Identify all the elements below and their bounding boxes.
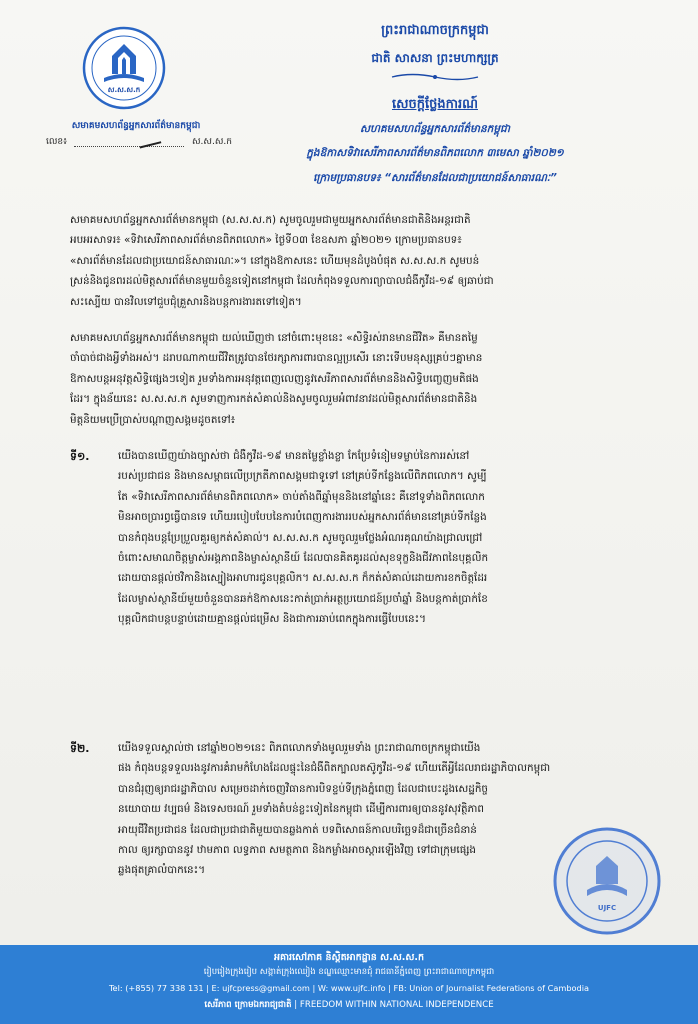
footer-slogan bbox=[0, 1000, 698, 1012]
paragraph-line: អាយុជីវិតប្រជាជន ដែលជាប្រជាជាតិមួយបានឆ្លងកាត់ បទពិសោធន៍កាលបរិច្ឆេទដ៏ជាច្រើនជំនាន់ bbox=[118, 823, 477, 836]
paragraph-line: មិត្តនិយមប្រើប្រាស់បណ្តាញសង្គមដូចតទៅ៖ bbox=[70, 413, 236, 426]
paragraph-line: យើងបានឃើញយ៉ាងច្បាស់ថា ជំងឺកូវីដ-១៩ មានតម្លៃខ្លាំងខ្លា កែប្រែទំនៀមទម្លាប់នៃការរស់នៅ bbox=[118, 450, 470, 462]
paragraph-line: ឱកាសបន្តអនុវត្តសិទ្ធិផ្សេងៗទៀត រួមទាំងការអនុវត្តពេញលេញនូវសេរីភាពសារព័ត៌មាននិងសិទ្ធិបញ្ចេញមតិផង bbox=[70, 372, 479, 385]
ujfc-logo bbox=[82, 26, 166, 110]
paragraph-line: កាល ឲ្យរក្សាបាននូវ ឋាមភាព លទ្ធភាព សមត្ថភាព និងកម្លាំងអាចស្តារឡើងវិញ ទៅជាក្រុមផ្សេង bbox=[118, 843, 477, 856]
paragraph-line: ដោយបានផ្តល់ថវិកានិងស្បៀងអាហារជូនបុគ្គលិក។ ស.ស.ស.ក ក៏កត់សំគាល់ដោយការខកចិត្តដែរ bbox=[118, 572, 488, 585]
footer-slogan-en: | FREEDOM WITHIN NATIONAL INDEPENDENCE bbox=[294, 1000, 494, 1010]
kingdom-title: ព្រះរាជាណាចក្រកម្ពុជា bbox=[381, 23, 489, 38]
footer-address-title: អគារសៅភាគ និស្តិតអាកដ្ឋាន ស.ស.ស.ក bbox=[273, 952, 425, 963]
paragraph-line: បុគ្គលិកជាបន្តបន្ទាប់ដោយគ្មានផ្តល់ជម្រើស និងជាការឆាប់ពេកក្នុងការធ្វើបែបនេះ។ bbox=[118, 613, 427, 626]
official-stamp bbox=[552, 826, 662, 936]
item-2-number: ទី២. bbox=[70, 742, 90, 755]
ref-dots bbox=[74, 146, 184, 147]
ornament-divider bbox=[390, 72, 480, 82]
ref-abbr: ស.ស.ស.ក bbox=[191, 137, 232, 147]
paragraph-line: សមាគមសហព័ន្ធអ្នកសារព័ត៌មានកម្ពុជា (ស.ស.ស.ក) សូមចូលរួមជាមួយអ្នកសារព័ត៌មានជាតិនិងអន្តរជាតិ bbox=[70, 214, 471, 226]
document-title: សេចក្តីថ្លែងការណ៍ bbox=[391, 97, 478, 112]
paragraph-2 bbox=[70, 328, 650, 430]
paragraph-line: បានជំរុញឲ្យរាជរដ្ឋាភិបាល សម្រេចដាក់ចេញវិធានការបិទខ្ទប់ទីក្រុងភ្នំពេញ ដែលជាបេះដូងសេដ្ឋកិច្ច bbox=[118, 782, 489, 795]
stamp-seal-text: UJFC bbox=[597, 904, 617, 912]
footer-address: រៀបរៀងក្រុងរៀប សង្កាត់ក្រុងឈៀង ខណ្ឌឈ្មោះមានជុំ រាជធានីភ្នំពេញ ព្រះរាជាណាចក្រកម្ពុជា bbox=[203, 967, 495, 977]
item-1-text bbox=[118, 446, 654, 630]
letterhead-footer bbox=[0, 945, 698, 1024]
paragraph-line: ចាំបាច់ជាងអ្វីទាំងអស់។ ដរាបណាកាយជីវិតត្រូវបានថែរក្សាការពារបានល្អប្រសើរ នោះទើបមនុស្សគ្រប់ៗគ្នាមាន bbox=[70, 352, 483, 365]
paragraph-line: អបអរសាទរ៖ «ទិវាសេរីភាពសារព័ត៌មានពិភពលោក» ថ្ងៃទី០៣ ខែឧសភា ឆ្នាំ២០២១ ក្រោមប្រធានបទ៖ bbox=[70, 234, 462, 247]
logo-abbr: ស.ស.ស.ក bbox=[107, 86, 141, 94]
document-subtitle-org: សហគមសហព័ន្ធអ្នកសារព័ត៌មានកម្ពុជា bbox=[360, 123, 510, 135]
paragraph-line: ដែលម្ចាស់ស្ថានីយ៍មួយចំនួនបានឆក់ឱកាសនេះកាត់ប្រាក់អត្ថប្រយោជន៍ប្រចាំឆ្នាំ និងបន្តកាត់ប្រាក់ខែ bbox=[118, 592, 488, 605]
org-name-left: សមាគមសហព័ន្ធអ្នកសារព័ត៌មានកម្ពុជា bbox=[71, 121, 201, 131]
paragraph-line: មិនអាចប្រារព្ធធ្វើបានទេ ហើយរបៀបបែបនៃការបំពេញការងាររបស់អ្នកសារព័ត៌មាននៅគ្រប់ទីកន្លែង bbox=[118, 511, 487, 524]
footer-contact: Tel: (+855) 77 338 131 | E: ujfcpress@gmail.com | W: www.ujfc.info | FB: Union of Journalist Federations of Cambodia bbox=[108, 983, 590, 993]
paragraph-line: តែ «ទិវាសេរីភាពសារព័ត៌មានពិភពលោក» ចាប់តាំងពីឆ្នាំមុននិងនៅឆ្នាំនេះ គឺនៅទូទាំងពិភពលោក bbox=[118, 490, 485, 503]
paragraph-line: ចំពោះសមាណចិត្តម្ចាស់អង្គភាពនិងម្ចាស់ស្ថានីយ៍ ដែលបានគិតគូរដល់សុខទុក្ខនិងជីវភាពនៃបុគ្គលិក bbox=[118, 551, 489, 564]
national-motto: ជាតិ សាសនា ព្រះមហាក្សត្រ bbox=[371, 51, 499, 65]
paragraph-line: បានកំពុងបន្តប្រែប្រួលគួរឲ្យកត់សំគាល់។ ស.ស.ស.ក សូមចូលរួមថ្លែងអំណរគុណយ៉ាងជ្រាលជ្រៅ bbox=[118, 531, 483, 544]
item-1-number: ទី១. bbox=[70, 450, 90, 463]
paragraph-line: «សារព័ត៌មានដែលជាប្រយោជន៍សាធារណៈ»។ នៅក្នុងឱកាសនេះ ហើយមុនដំបូងបំផុត ស.ស.ស.ក សូមបន់ bbox=[70, 254, 480, 267]
paragraph-line: នយោបាយ វប្បធម៌ និងទេសចរណ៍ រួមទាំងតំបន់ខ្លះទៀតនៃកម្ពុជា ដើម្បីការពារឲ្យបាននូវសុវត្ថិភាព bbox=[118, 803, 485, 816]
paragraph-line: ផង កំពុងបន្តទទួលរងនូវការគំរាមកំហែងដែលផ្ទុះនៃជំងឺពិតក្បាលតស៊ូកូវីដ-១៩ ហើយតើអ្វីដែលរាជរដ្ឋាភិបាលកម្ពុជា bbox=[118, 762, 551, 775]
paragraph-line: សមាគមសហព័ន្ធអ្នកសារព័ត៌មានកម្ពុជា យល់ឃើញថា នៅចំពោះមុខនេះ «សិទ្ធិរស់រានមានជីវិត» គឺមានតម្លៃ bbox=[70, 332, 478, 344]
paragraph-line: សះស្បើយ បានវិលទៅជួបជុំគ្រួសារនិងបន្តការងារតទៅទៀត។ bbox=[70, 295, 302, 308]
document-subtitle-occasion: ក្នុងឱកាសទិវាសេរីភាពសារព័ត៌មានពិភពលោក ៣មេសា ឆ្នាំ២០២១ bbox=[306, 147, 564, 159]
footer-slogan-km: សេរីភាព ក្រោមឯករាជ្យជាតិ bbox=[204, 1000, 292, 1010]
paragraph-line: ដែរ។ ក្នុងន័យនេះ ស.ស.ស.ក សូមទាញការកត់សំគាល់និងសូមចូលរួមអំពាវនាវដល់មិត្តសារព័ត៌មានជាតិនិង bbox=[70, 393, 478, 406]
paragraph-line: របស់ប្រជាជន និងមានសម្ពាធលើប្រក្រតីភាពសង្គមជាទូទៅ នៅគ្រប់ទីកន្លែងលើពិភពលោក។ សូម្បី bbox=[118, 470, 487, 483]
ref-label: លេខ៖ bbox=[46, 137, 68, 147]
document-subtitle-theme: ក្រោមប្រធានបទ៖ “សារព័ត៌មានដែលជាប្រយោជន៍សាធារណៈ” bbox=[313, 172, 557, 184]
paragraph-1 bbox=[70, 210, 650, 312]
paragraph-line: ឆ្លងផុតគ្រាលំបាកនេះ។ bbox=[118, 864, 206, 877]
paragraph-line: យើងទទួលស្គាល់ថា នៅឆ្នាំ២០២១នេះ ពិភពលោកទាំងមូលរួមទាំង ព្រះរាជាណាចក្រកម្ពុជាយើង bbox=[118, 742, 481, 754]
paragraph-line: ស្រន់និងជូនពរដល់មិត្តសារព័ត៌មានមួយចំនួនទៀតនៅកម្ពុជា ដែលកំពុងទទួលការព្យាបាលជំងឺកូវីដ-១៩ ឲ្យឆាប់ជា bbox=[70, 275, 494, 288]
